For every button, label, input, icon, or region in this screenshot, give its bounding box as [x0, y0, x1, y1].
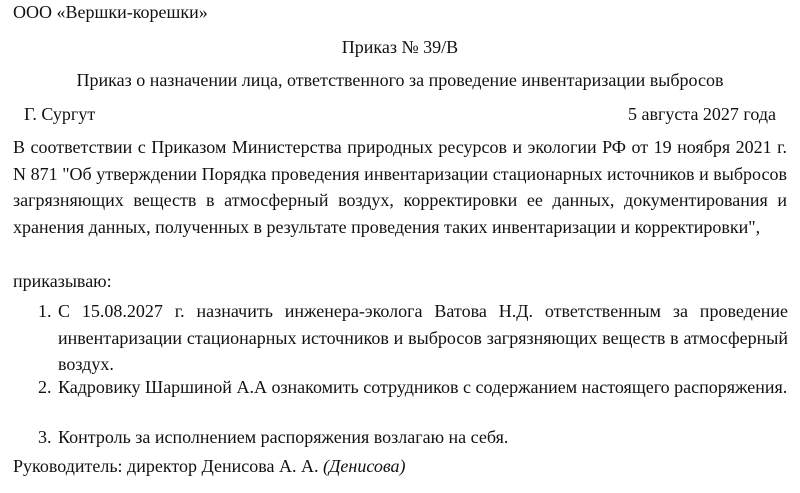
- list-item-text: Контроль за исполнением распоряжения возлагаю на себя.: [58, 427, 509, 447]
- list-item-text: С 15.08.2027 г. назначить инженера-эколога Ватова Н.Д. ответственным за проведение инвентаризации стационарных источников и выбросов загрязняющих веществ в атмосферный воздух.: [58, 301, 788, 375]
- list-item-number: 2.: [38, 377, 52, 397]
- signature-line: [13, 455, 406, 477]
- order-city: Г. Сургут: [24, 104, 96, 124]
- order-title: Приказ о назначении лица, ответственного за проведение инвентаризации выбросов: [76, 70, 724, 90]
- order-date: 5 августа 2027 года: [628, 104, 776, 124]
- preamble-paragraph: В соответствии с Приказом Министерства природных ресурсов и экологии РФ от 19 ноября 2021 г. N 871 "Об утверждении Порядка проведения инвентаризации стационарных источников и выбросов загрязняющих веществ в атмосферный воздух, корректировки ее данных, документирования и хранения данных, полученных в результате проведения таких инвентаризации и корректировки",: [13, 137, 787, 237]
- organization-name: ООО «Вершки-корешки»: [13, 2, 208, 22]
- orders-word: приказываю:: [13, 271, 112, 291]
- list-item: [38, 424, 788, 451]
- signature-label: Руководитель: директор Денисова А. А.: [13, 456, 319, 476]
- list-item: [38, 298, 788, 378]
- order-number: Приказ № 39/В: [341, 37, 459, 57]
- list-item-text: Кадровику Шаршиной А.А ознакомить сотрудников с содержанием настоящего распоряжения.: [58, 377, 788, 397]
- list-item-number: 3.: [38, 427, 52, 447]
- list-item-number: 1.: [38, 301, 52, 321]
- list-item: [38, 374, 788, 401]
- handwritten-signature: (Денисова): [322, 456, 406, 476]
